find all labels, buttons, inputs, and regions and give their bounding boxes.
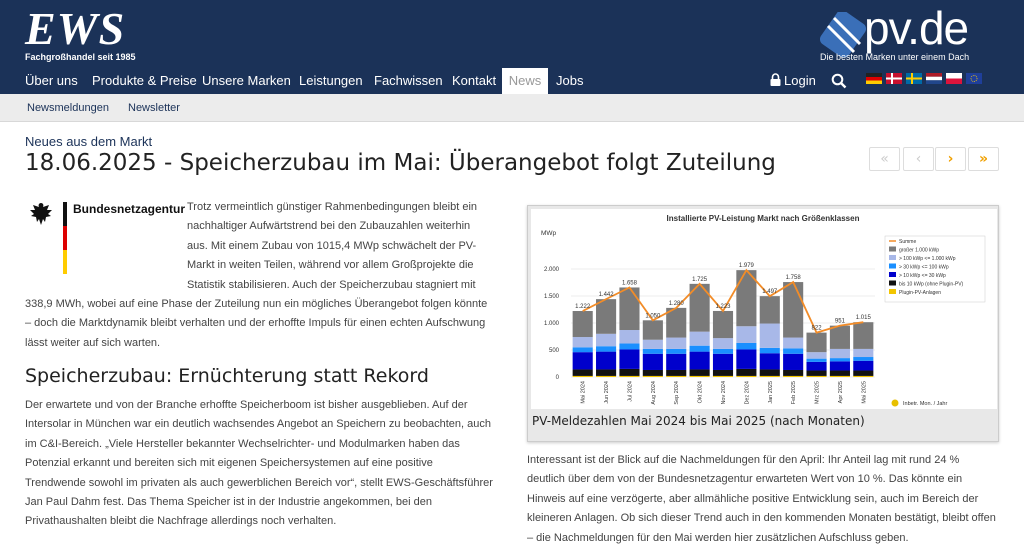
x-tick-label: Jun 2024 xyxy=(604,381,611,404)
data-label: 1.050 xyxy=(645,313,661,320)
section-heading: Speicherzubau: Ernüchterung statt Rekord xyxy=(25,365,429,387)
data-label: 822 xyxy=(811,325,822,332)
flag-dk-icon[interactable] xyxy=(886,73,902,84)
nav-item-leistungen[interactable]: Leistungen xyxy=(299,73,363,88)
bar-segment xyxy=(596,334,616,346)
bar-segment xyxy=(736,349,756,368)
bar-segment xyxy=(830,371,850,376)
article-right-text: Interessant ist der Blick auf die Nachmeldungen für den April: Ihr Anteil lag mit rund 24 % deutlich über dem von der Bundesnetzagentur erwarteten Wert von 10 %. Das könnte ein Hinweis auf eine verzögerte, aber allmähliche positive Entwicklung sein, auch im Bereich der kleineren Anlagen. Ob sich dieser Trend auch in den kommenden Monaten bestätigt, bleibt offen – die Nachmeldungen für den Mai werden hier zusätzlichen Aufschluss geben. xyxy=(527,454,996,544)
y-tick-label: 500 xyxy=(548,348,559,354)
y-axis-label: MWp xyxy=(541,230,557,237)
legend-label: Plugin-PV-Anlagen xyxy=(899,290,941,296)
bar-segment xyxy=(666,354,686,370)
bar-segment xyxy=(806,371,826,376)
bar-segment xyxy=(666,349,686,354)
x-tick-label: Sep 2024 xyxy=(674,381,681,405)
y-tick-label: 0 xyxy=(555,375,559,381)
chart-note: Inbetr. Mon. / Jahr xyxy=(903,401,948,407)
bar-segment xyxy=(713,376,733,377)
bar-segment xyxy=(690,332,710,346)
x-tick-label: Okt 2024 xyxy=(697,381,704,404)
login-button[interactable] xyxy=(770,71,816,91)
page-title: 18.06.2025 - Speicherzubau im Mai: Überangebot folgt Zuteilung xyxy=(25,150,776,176)
bar-segment xyxy=(783,376,803,377)
bar-segment xyxy=(830,349,850,358)
x-tick-label: Mai 2025 xyxy=(861,381,868,404)
flag-se-icon[interactable] xyxy=(906,73,922,84)
bar-segment xyxy=(713,370,733,376)
bar-segment xyxy=(596,376,616,377)
bar-segment xyxy=(713,349,733,354)
nav-item-marken[interactable]: Unsere Marken xyxy=(202,73,291,88)
bar-segment xyxy=(736,369,756,376)
bar-segment xyxy=(643,376,663,377)
legend-swatch xyxy=(889,255,896,260)
bar-segment xyxy=(830,361,850,370)
bar-segment xyxy=(573,347,593,352)
bar-segment xyxy=(806,359,826,362)
bar-segment xyxy=(596,369,616,375)
article-body: Der erwartete und von der Branche erhoffte Speicherboom ist bisher ausgeblieben. Auf der Intersolar in München war ein deutlich wachsendes Angebot an Speichern zu beobachten, auch im C&I-Bereich. „Viele Hersteller bekannter Wechselrichter- und Modulmarken haben das Potenzial erkannt und bereiten sich mit eigenen Speichersystemen auf eine positive Trendwende sowohl im privaten als auch gewerblichen Bereich vor“, stellt EWS-Geschäftsführer Jan Paul Dahm fest. Das Thema Speicher ist in der Industrie angekommen, bei den Privathaushalten bleibt die Nachfrage allerdings noch verhalten. xyxy=(25,399,493,528)
bar-segment xyxy=(853,376,873,377)
bar-segment xyxy=(783,354,803,370)
data-label: 1.222 xyxy=(575,304,591,311)
data-label: 1.015 xyxy=(855,315,871,322)
bar-segment xyxy=(666,338,686,349)
x-tick-label: Dez 2024 xyxy=(744,381,751,405)
bar-segment xyxy=(806,352,826,358)
bar-segment xyxy=(806,362,826,371)
x-tick-label: Feb 2025 xyxy=(791,381,798,405)
legend-swatch xyxy=(889,272,896,277)
bar-segment xyxy=(853,322,873,349)
first-page-button[interactable] xyxy=(869,147,900,171)
legend-label: > 100 kWp <= 1.000 kWp xyxy=(899,256,956,262)
legend-swatch xyxy=(889,264,896,269)
nav-item-news[interactable]: News xyxy=(502,68,548,94)
search-icon[interactable] xyxy=(831,73,847,89)
bar-segment xyxy=(690,369,710,375)
bar-segment xyxy=(643,370,663,376)
bar-segment xyxy=(760,296,780,323)
bar-segment xyxy=(760,376,780,377)
site-header xyxy=(0,0,1024,68)
bar-segment xyxy=(619,287,639,330)
lock-icon xyxy=(770,73,781,86)
bar-segment xyxy=(853,349,873,357)
y-tick-label: 1.000 xyxy=(543,321,559,327)
ews-tagline: Fachgroßhandel seit 1985 xyxy=(25,52,136,62)
bar-segment xyxy=(783,338,803,349)
x-tick-label: Apr 2025 xyxy=(837,381,844,404)
nav-item-fachwissen[interactable]: Fachwissen xyxy=(374,73,443,88)
double-chevron-left-icon: « xyxy=(880,151,889,167)
legend-label: > 30 kWp <= 100 kWp xyxy=(899,264,949,271)
data-label: 1.979 xyxy=(738,263,754,270)
bar-segment xyxy=(690,346,710,352)
prev-page-button[interactable] xyxy=(903,147,934,171)
bundesnetzagentur-logo xyxy=(27,200,186,276)
y-tick-label: 1.500 xyxy=(543,294,559,300)
bar-segment xyxy=(713,338,733,349)
chart-figure[interactable] xyxy=(527,205,999,442)
bar-segment xyxy=(760,353,780,369)
chart-source-icon xyxy=(892,400,899,407)
bar-segment xyxy=(666,376,686,377)
bar-segment xyxy=(619,369,639,376)
sub-nav xyxy=(0,94,1024,122)
bar-segment xyxy=(783,348,803,353)
bar-segment xyxy=(643,349,663,354)
chart-title: Installierte PV-Leistung Markt nach Größenklassen xyxy=(666,214,860,223)
bar-segment xyxy=(783,370,803,376)
bar-segment xyxy=(713,311,733,338)
legend-swatch xyxy=(889,281,896,286)
x-tick-label: Jul 2024 xyxy=(627,381,634,402)
bar-segment xyxy=(760,369,780,375)
pv-logo-text[interactable]: pv.de xyxy=(864,2,969,54)
bar-segment xyxy=(690,352,710,370)
bar-segment xyxy=(806,376,826,377)
bar-segment xyxy=(573,337,593,347)
legend-label: > 10 kWp <= 30 kWp xyxy=(899,273,946,279)
legend-label: bis 10 kWp (ohne Plugin-PV) xyxy=(899,281,964,288)
bar-segment xyxy=(736,326,756,343)
flag-nl-icon[interactable] xyxy=(926,73,942,84)
bar-segment xyxy=(760,324,780,348)
article-kicker[interactable]: Neues aus dem Markt xyxy=(25,134,153,149)
data-label: 1.223 xyxy=(715,303,731,310)
subnav-newsmeldungen[interactable]: Newsmeldungen xyxy=(27,102,109,114)
bar-segment xyxy=(830,376,850,377)
pv-chart xyxy=(531,209,997,409)
x-tick-label: Mai 2024 xyxy=(580,381,587,404)
flag-de-icon[interactable] xyxy=(866,73,882,84)
ews-logo[interactable]: EWS xyxy=(25,3,126,54)
data-label: 1.442 xyxy=(598,292,614,299)
bar-segment xyxy=(760,348,780,353)
next-page-button[interactable] xyxy=(935,147,966,171)
figure-caption: PV-Meldezahlen Mai 2024 bis Mai 2025 (nach Monaten) xyxy=(532,414,865,428)
bar-segment xyxy=(573,369,593,375)
bar-segment xyxy=(596,299,616,334)
subnav-newsletter[interactable]: Newsletter xyxy=(128,102,180,114)
bar-segment xyxy=(573,376,593,377)
legend-swatch xyxy=(889,289,896,294)
bar-segment xyxy=(596,352,616,370)
bar-segment xyxy=(619,344,639,350)
data-label: 1.758 xyxy=(785,275,801,282)
bar-segment xyxy=(619,376,639,377)
bar-segment xyxy=(666,370,686,376)
nav-item-ueber-uns[interactable]: Über uns xyxy=(25,73,78,88)
eagle-icon xyxy=(27,200,55,228)
bar-segment xyxy=(643,320,663,339)
x-tick-label: Nov 2024 xyxy=(721,381,727,405)
flag-eu-icon[interactable] xyxy=(966,73,982,84)
nav-item-jobs[interactable]: Jobs xyxy=(556,73,584,88)
login-label: Login xyxy=(784,73,816,88)
bar-segment xyxy=(619,330,639,344)
bar-segment xyxy=(713,354,733,370)
bar-segment xyxy=(853,371,873,376)
flag-pl-icon[interactable] xyxy=(946,73,962,84)
data-label: 951 xyxy=(834,318,845,325)
chevron-left-icon: ‹ xyxy=(915,151,922,167)
chevron-right-icon: › xyxy=(947,151,954,167)
legend-swatch xyxy=(889,247,896,252)
bar-segment xyxy=(853,361,873,371)
bar-segment xyxy=(596,346,616,351)
pv-tagline: Die besten Marken unter einem Dach xyxy=(820,52,970,62)
flag-stripe xyxy=(63,202,67,274)
bar-segment xyxy=(830,358,850,361)
nav-item-produkte[interactable]: Produkte & Preise xyxy=(92,73,197,88)
legend-label: Summe xyxy=(899,239,917,245)
bar-segment xyxy=(690,376,710,377)
data-label: 1.725 xyxy=(692,276,708,283)
data-label: 1.658 xyxy=(621,280,637,287)
x-tick-label: Mrz 2025 xyxy=(814,381,821,404)
bar-segment xyxy=(806,333,826,353)
last-page-button[interactable] xyxy=(968,147,999,171)
bar-segment xyxy=(619,349,639,368)
bar-segment xyxy=(643,340,663,349)
bar-segment xyxy=(853,357,873,361)
bar-segment xyxy=(573,352,593,369)
bundesnetzagentur-label: Bundesnetzagentur xyxy=(73,202,186,216)
bar-segment xyxy=(830,326,850,349)
bar-segment xyxy=(736,376,756,377)
y-tick-label: 2.000 xyxy=(543,267,559,273)
article-intro: Trotz vermeintlich günstiger Rahmenbedingungen bleibt ein nachhaltiger Aufwärtstrend bei den Zubauzahlen weiterhin aus. Mit einem Zubau von 1015,4 MWp schwächelt der PV-Markt in weiten Teilen, während vor allem Großprojekte die Statistik stabilisieren. Auch der Speicherzubau stagniert mit 338,9 MWh, wobei auf eine Phase der Zuteilung nun ein mögliches Überangebot folgen könnte – doch die Marktdynamik bleibt verhalten und der erhoffte Impuls für einen echten Aufschwung lässt weiter auf sich warten. xyxy=(25,201,488,349)
data-label: 1.280 xyxy=(668,300,684,307)
x-tick-label: Aug 2024 xyxy=(650,381,657,405)
double-chevron-right-icon: » xyxy=(978,151,989,167)
bar-segment xyxy=(573,311,593,337)
legend-label: großer 1.000 kWp xyxy=(899,247,940,254)
bar-segment xyxy=(736,343,756,349)
nav-item-kontakt[interactable]: Kontakt xyxy=(452,73,497,88)
data-label: 1.497 xyxy=(762,289,778,296)
x-tick-label: Jan 2025 xyxy=(767,381,774,404)
bar-segment xyxy=(643,354,663,370)
bar-segment xyxy=(783,282,803,338)
